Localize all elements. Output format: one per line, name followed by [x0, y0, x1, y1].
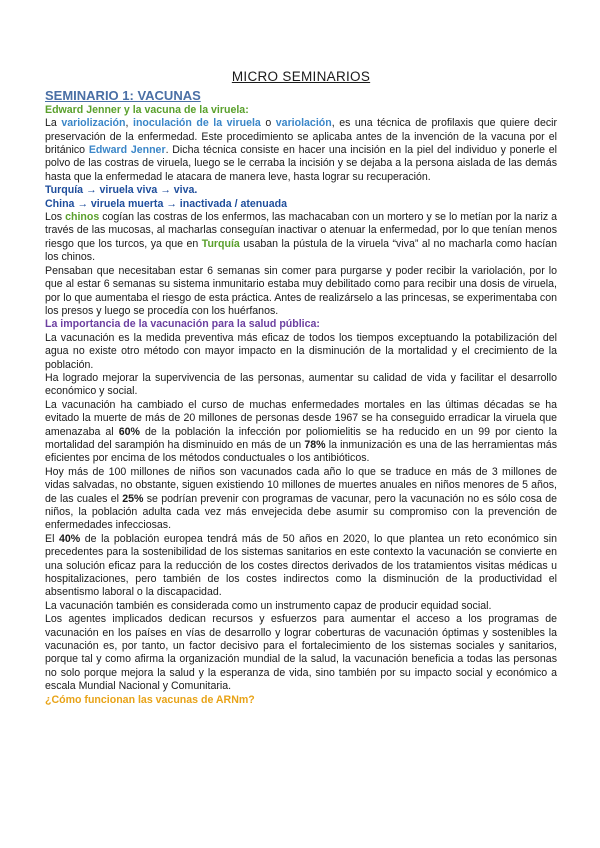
paragraph-equidad-social: La vacunación también es considerada como un instrumento capaz de producir equidad social. [45, 599, 492, 612]
subheading-arnm: ¿Cómo funcionan las vacunas de ARNm? [45, 693, 255, 706]
document-page [45, 70, 557, 707]
paragraph-chinos: Los chinos cogían las costras de los enfermos, las machacaban con un mortero y se lo metían por la nariz a través de las mucosas, al macharlas conseguían inactivar o atenuar la enfermedad, por lo que tenían menos riesgo que los turcos, ya que en Turquía usaban la pústula de la viruela “viva” al no macharla como hacían los chinos. [45, 211, 557, 264]
stat-40-percent: 40% [58, 532, 81, 545]
term-chinos: chinos [65, 211, 100, 224]
stat-60-percent: 60% [118, 425, 140, 438]
paragraph-ayuno: Pensaban que necesitaban estar 6 semanas sin comer para purgarse y poder recibir la variolación, por lo que al estar 6 semanas su sistema inmunitario estaba muy debilitado como para recibir una dosis de viruela, por lo que aumentaba el riesgo de esta práctica. Antes de realizárselo a las princesas, se experimentaba con los presos y luego se procedía con los huérfanos. [45, 264, 557, 317]
paragraph-supervivencia: Ha logrado mejorar la supervivencia de las personas, aumentar su calidad de vida y facilitar el desarrollo económico y social. [45, 371, 557, 398]
subheading-importancia: La importancia de la vacunación para la salud pública: [45, 318, 320, 331]
paragraph-enfermedades-mortales: La vacunación ha cambiado el curso de muchas enfermedades mortales en las últimas décadas se ha evitado la muerte de más de 20 millones de personas desde 1967 se ha conseguido erradicar la viruela que amenazaba al 60% de la población la infección por poliomielitis se ha reducido en un 99 por ciento la mortalidad del sarampión ha disminuido en más de un 78% la inmunización es una de las herramientas más eficientes por encima de los métodos conductuales o los antibióticos. [45, 398, 557, 465]
line-china: China → viruela muerta → inactivada / atenuada [45, 197, 287, 210]
paragraph-agentes-implicados: Los agentes implicados dedican recursos y esfuerzos para aumentar el acceso a los programas de vacunación en los países en vías de desarrollo y lograr coberturas de vacunación óptimas y sostenibles la vacunación es, por tanto, un factor decisivo para el fortalecimiento de los sistemas sociales y sanitarios, porque tal y como afirma la organización mundial de la salud, la vacunación beneficia a todas las personas no solo porque mejora la salud y la esperanza de vida, sino también por su impacto social y económico a escala Mundial Nacional y Comunitaria. [45, 613, 557, 693]
subheading-jenner: Edward Jenner y la vacuna de la viruela: [45, 103, 249, 116]
paragraph-ninos-vacunados: Hoy más de 100 millones de niños son vacunados cada año lo que se traduce en más de 3 millones de vidas salvadas, no obstante, siguen existiendo 10 millones de muertes anuales en niños menores de 5 años, de las cuales el 25% se podrían prevenir con programas de vacunar, pero la vacunación no es sólo cosa de niños, la población adulta cada vez más envejecida debe asumir su compromiso con la prevención de enfermedades infecciosas. [45, 465, 558, 532]
document-title: MICRO SEMINARIOS [231, 69, 371, 84]
term-variolacion: variolación [275, 117, 332, 130]
term-edward-jenner: Edward Jenner [88, 144, 166, 157]
term-inoculacion: inoculación de la viruela [133, 117, 261, 130]
seminar-heading: SEMINARIO 1: VACUNAS [45, 88, 201, 104]
paragraph-variolizacion: La variolización, inoculación de la viruela o variolación, es una técnica de profilaxis que quiere decir preservación de la enfermedad. Este procedimiento se aplicaba antes de la invención de la vacuna por el británico Edward Jenner. Dicha técnica consiste en hacer una incisión en la piel del individuo y ponerle el polvo de las costras de viruela, luego se le cerraba la incisión y se dejaba a la persona aislada de las demás hasta que la enfermedad le atacara de manera leve, hasta lograr su recuperación. [45, 117, 558, 183]
term-variolizacion: variolización [61, 117, 126, 130]
stat-25-percent: 25% [122, 492, 144, 505]
stat-78-percent: 78% [304, 438, 326, 451]
paragraph-poblacion-europea: El 40% de la población europea tendrá más de 50 años en 2020, lo que plantea un reto económico sin precedentes para la sostenibilidad de los sistemas sanitarios en este contexto la vacunación se convierte en una solución eficaz para la reducción de los costes directos derivados de los tratamientos visitas médicas u hospitalizaciones, pero también de los costes indirectos como la disminución de la productividad el absentismo laboral o la discapacidad. [45, 532, 557, 599]
paragraph-medida-preventiva: La vacunación es la medida preventiva más eficaz de todos los tiempos exceptuando la potabilización del agua no existe otro método con mayor impacto en la disminución de la mortalidad y el crecimiento de la población. [45, 331, 557, 371]
line-turquia: Turquía → viruela viva → viva. [45, 184, 198, 197]
term-turquia: Turquía [201, 237, 240, 250]
